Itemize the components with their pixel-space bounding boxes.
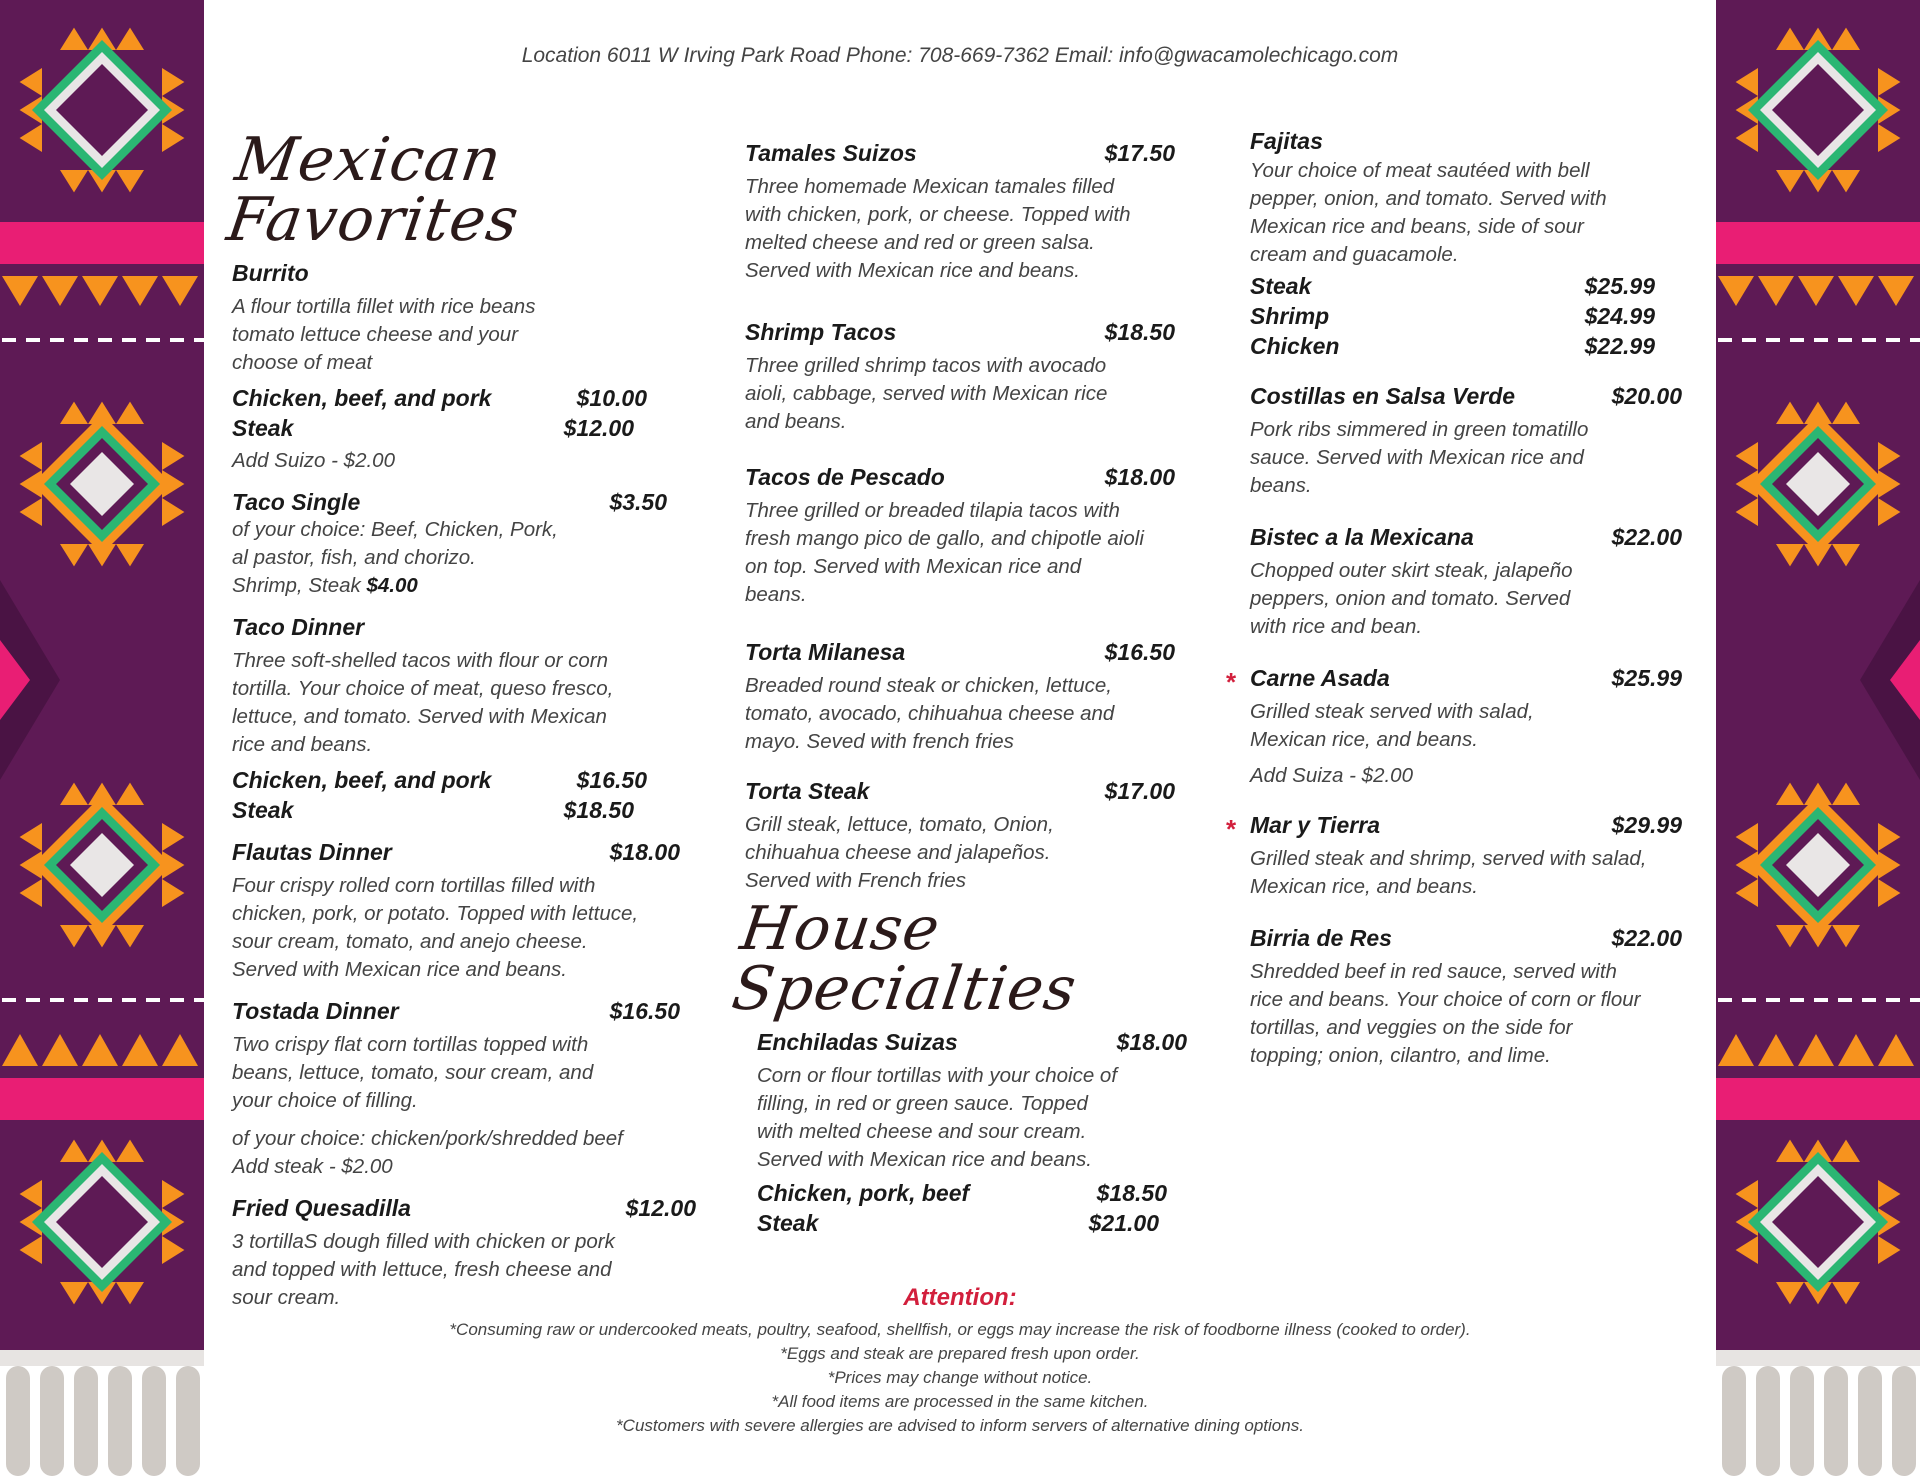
option-price: $22.99 [1584,333,1655,359]
menu-item-enchiladas-suizas [757,1029,1195,1238]
item-note: Add Suizo - $2.00 [232,449,395,472]
menu-item-fajitas [1250,128,1690,361]
footer-line: *Prices may change without notice. [827,1368,1093,1387]
footer-line: *All food items are processed in the same kitchen. [771,1392,1149,1411]
menu-column-2 [727,140,1195,1252]
item-name: Flautas Dinner [232,839,392,865]
option-price: $12.00 [563,415,634,441]
menu-item-mar-y-tierra [1226,812,1690,901]
menu-column-1 [222,125,702,1326]
attention-heading: Attention: [903,1284,1017,1311]
item-description: Grill steak, lettuce, tomato, Onion, chihuahua cheese and jalapeños. Served with French fries [745,813,1054,892]
item-price: $22.00 [1611,524,1682,550]
item-note: Shrimp, Steak [232,574,361,597]
item-description: Shredded beef in red sauce, served with rice and beans. Your choice of corn or flour tortillas, and veggies on the side for topping; onion, cilantro, and lime. [1250,960,1641,1067]
item-price: $18.50 [1104,319,1175,345]
option-name: Chicken, beef, and pork [232,385,492,411]
item-description: Corn or flour tortillas with your choice of filling, in red or green sauce. Topped with melted cheese and sour cream. Served with Mexican rice and beans. [757,1064,1118,1171]
footer-line: *Customers with severe allergies are advised to inform servers of alternative dining options. [616,1416,1304,1435]
option-price: $10.00 [576,385,647,411]
item-description: Pork ribs simmered in green tomatillo sauce. Served with Mexican rice and beans. [1250,418,1589,497]
menu-item-taco-dinner [232,614,702,825]
item-name: Tamales Suizos [745,140,917,166]
option-name: Steak [232,797,294,823]
menu-item-carne-asada [1226,665,1690,790]
item-note: Add Suiza - $2.00 [1250,764,1413,787]
menu-item-flautas-dinner [232,839,702,984]
item-description: Three grilled or breaded tilapia tacos with fresh mango pico de gallo, and chipotle aioli on top. Served with Mexican rice and beans. [745,499,1144,606]
item-price: $17.00 [1104,778,1175,804]
option-name: Chicken, pork, beef [757,1180,970,1206]
item-name: Fried Quesadilla [232,1195,411,1221]
item-price: $16.50 [1104,639,1175,665]
option-price: $24.99 [1584,303,1655,329]
item-name: Taco Single [232,489,361,515]
item-price: $22.00 [1611,925,1682,951]
footer-line: *Eggs and steak are prepared fresh upon order. [780,1344,1140,1363]
item-name: Costillas en Salsa Verde [1250,383,1516,409]
item-note-price: $4.00 [366,574,418,597]
item-description: Three soft-shelled tacos with flour or corn tortilla. Your choice of meat, queso fresco, lettuce, and tomato. Served with Mexican rice and beans. [232,649,614,756]
option-price: $18.50 [563,797,634,823]
item-description: Two crispy flat corn tortillas topped with beans, lettuce, tomato, sour cream, and your choice of filling. [232,1033,594,1112]
menu-item-tacos-de-pescado [745,464,1195,609]
item-name: Birria de Res [1250,925,1392,951]
option-price: $18.50 [1096,1180,1167,1206]
item-price: $16.50 [609,998,680,1024]
item-name: Burrito [232,260,309,286]
item-price: $20.00 [1611,383,1682,409]
item-name: Tacos de Pescado [745,464,945,490]
item-name: Torta Milanesa [745,639,906,665]
item-price: $29.99 [1611,812,1682,838]
menu-item-birria-de-res [1250,925,1690,1070]
item-price: $18.00 [609,839,680,865]
item-name: Torta Steak [745,778,870,804]
item-description: Three grilled shrimp tacos with avocado aioli, cabbage, served with Mexican rice and beans. [745,354,1108,433]
option-name: Shrimp [1250,303,1330,329]
menu-item-costillas-en-salsa-verde [1250,383,1690,500]
item-description: Grilled steak and shrimp, served with salad, Mexican rice, and beans. [1250,847,1647,898]
option-name: Chicken [1250,333,1340,359]
menu-item-torta-steak [745,778,1195,895]
option-price: $21.00 [1088,1210,1159,1236]
item-description: 3 tortillaS dough filled with chicken or pork and topped with lettuce, fresh cheese and sour cream. [232,1230,615,1309]
left-decorative-border [0,0,204,1484]
option-price: $16.50 [576,767,647,793]
menu-item-tostada-dinner [232,998,702,1181]
item-name: Tostada Dinner [232,998,399,1024]
right-decorative-border [1716,0,1920,1484]
item-name: Enchiladas Suizas [757,1029,958,1055]
item-description: Four crispy rolled corn tortillas filled with chicken, pork, or potato. Topped with lettuce, sour cream, tomato, and anejo cheese. Served with Mexican rice and beans. [232,874,639,981]
menu-item-shrimp-tacos [745,319,1195,436]
menu-column-3 [1226,128,1690,1084]
item-note: of your choice: chicken/pork/shredded beef [232,1127,623,1150]
item-note: Add steak - $2.00 [232,1155,393,1178]
attention-footer [204,1284,1716,1438]
section-title-mexican-favorites: Mexican Favorites [222,125,524,255]
item-price: $18.00 [1104,464,1175,490]
item-description: Three homemade Mexican tamales filled with chicken, pork, or cheese. Topped with melted cheese and red or green salsa. Served with Mexican rice and beans. [745,175,1131,282]
item-description: A flour tortilla fillet with rice beans tomato lettuce cheese and your choose of meat [232,295,536,374]
menu-item-torta-milanesa [745,639,1195,756]
item-name: Fajitas [1250,128,1323,154]
option-price: $25.99 [1584,273,1655,299]
menu-item-burrito [232,260,672,475]
item-price: $12.00 [625,1195,696,1221]
spicy-star-icon: * [1226,814,1237,844]
item-name: Taco Dinner [232,614,365,640]
section-title-house-specialties: House Specialties [727,894,1082,1024]
menu-item-taco-single [232,489,702,600]
footer-line: *Consuming raw or undercooked meats, poultry, seafood, shellfish, or eggs may increase the risk of foodborne illness (cooked to order). [449,1320,1471,1339]
item-name: Bistec a la Mexicana [1250,524,1474,550]
item-description: of your choice: Beef, Chicken, Pork, al pastor, fish, and chorizo. [232,518,558,569]
option-name: Steak [1250,273,1312,299]
option-name: Steak [757,1210,819,1236]
option-name: Steak [232,415,294,441]
item-description: Grilled steak served with salad, Mexican rice, and beans. [1250,700,1534,751]
spicy-star-icon: * [1226,667,1237,697]
item-description: Breaded round steak or chicken, lettuce, tomato, avocado, chihuahua cheese and mayo. Seved with french fries [745,674,1115,753]
item-price: $25.99 [1611,665,1682,691]
item-name: Carne Asada [1250,665,1390,691]
item-name: Mar y Tierra [1250,812,1380,838]
item-description: Chopped outer skirt steak, jalapeño peppers, onion and tomato. Served with rice and bean. [1250,559,1573,638]
menu-item-tamales-suizos [745,140,1195,285]
item-price: $3.50 [609,489,667,515]
item-description: Your choice of meat sautéed with bell pepper, onion, and tomato. Served with Mexican rice and beans, side of sour cream and guacamole. [1250,159,1607,266]
option-name: Chicken, beef, and pork [232,767,492,793]
menu-item-bistec-a-la-mexicana [1250,524,1690,641]
item-price: $18.00 [1116,1029,1187,1055]
contact-info: Location 6011 W Irving Park Road Phone: 708-669-7362 Email: info@gwacamolechicago.com [521,44,1399,67]
item-name: Shrimp Tacos [745,319,897,345]
item-price: $17.50 [1104,140,1175,166]
